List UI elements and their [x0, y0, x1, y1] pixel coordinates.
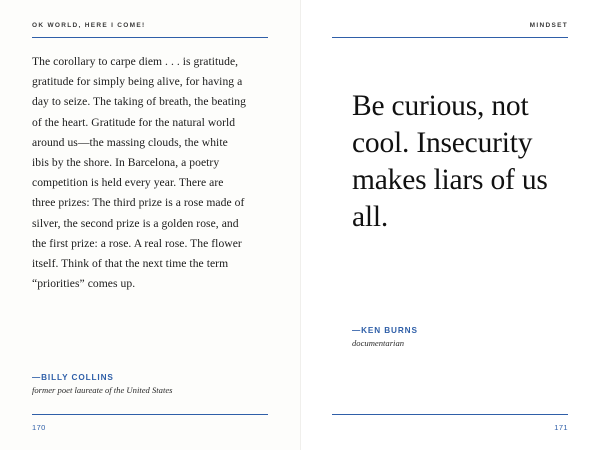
attribution-name-right: —KEN BURNS [352, 326, 418, 335]
attribution-role-left: former poet laureate of the United States [32, 385, 173, 395]
page-number-right: 171 [554, 423, 568, 432]
header-rule-right [332, 37, 568, 38]
footer-rule-right [332, 414, 568, 415]
footer-rule-left [32, 414, 268, 415]
running-head-left: OK WORLD, HERE I COME! [32, 22, 146, 29]
attribution-left [32, 373, 262, 395]
attribution-name-left: —BILLY COLLINS [32, 373, 114, 382]
attribution-role-right: documentarian [352, 338, 405, 348]
pull-quote: Be curious, not cool. Insecurity makes liars of us all. [352, 90, 548, 233]
attribution-right [352, 326, 572, 348]
header-rule-left [32, 37, 268, 38]
body-paragraph: The corollary to carpe diem . . . is gratitude, gratitude for simply being alive, for having a day to seize. The taking of breath, the beating of the heart. Gratitude for the natural world around us—the massing clouds, the white ibis by the shore. In Barcelona, a poetry competition is held every year. There are three prizes: The third prize is a rose made of silver, the second prize is a golden rose, and the first prize: a rose. A real rose. The flower itself. Think of that the next time the term “priorities” comes up. [32, 55, 246, 291]
page-gutter [300, 0, 301, 450]
running-head-right: MINDSET [529, 22, 568, 29]
page-number-left: 170 [32, 423, 46, 432]
